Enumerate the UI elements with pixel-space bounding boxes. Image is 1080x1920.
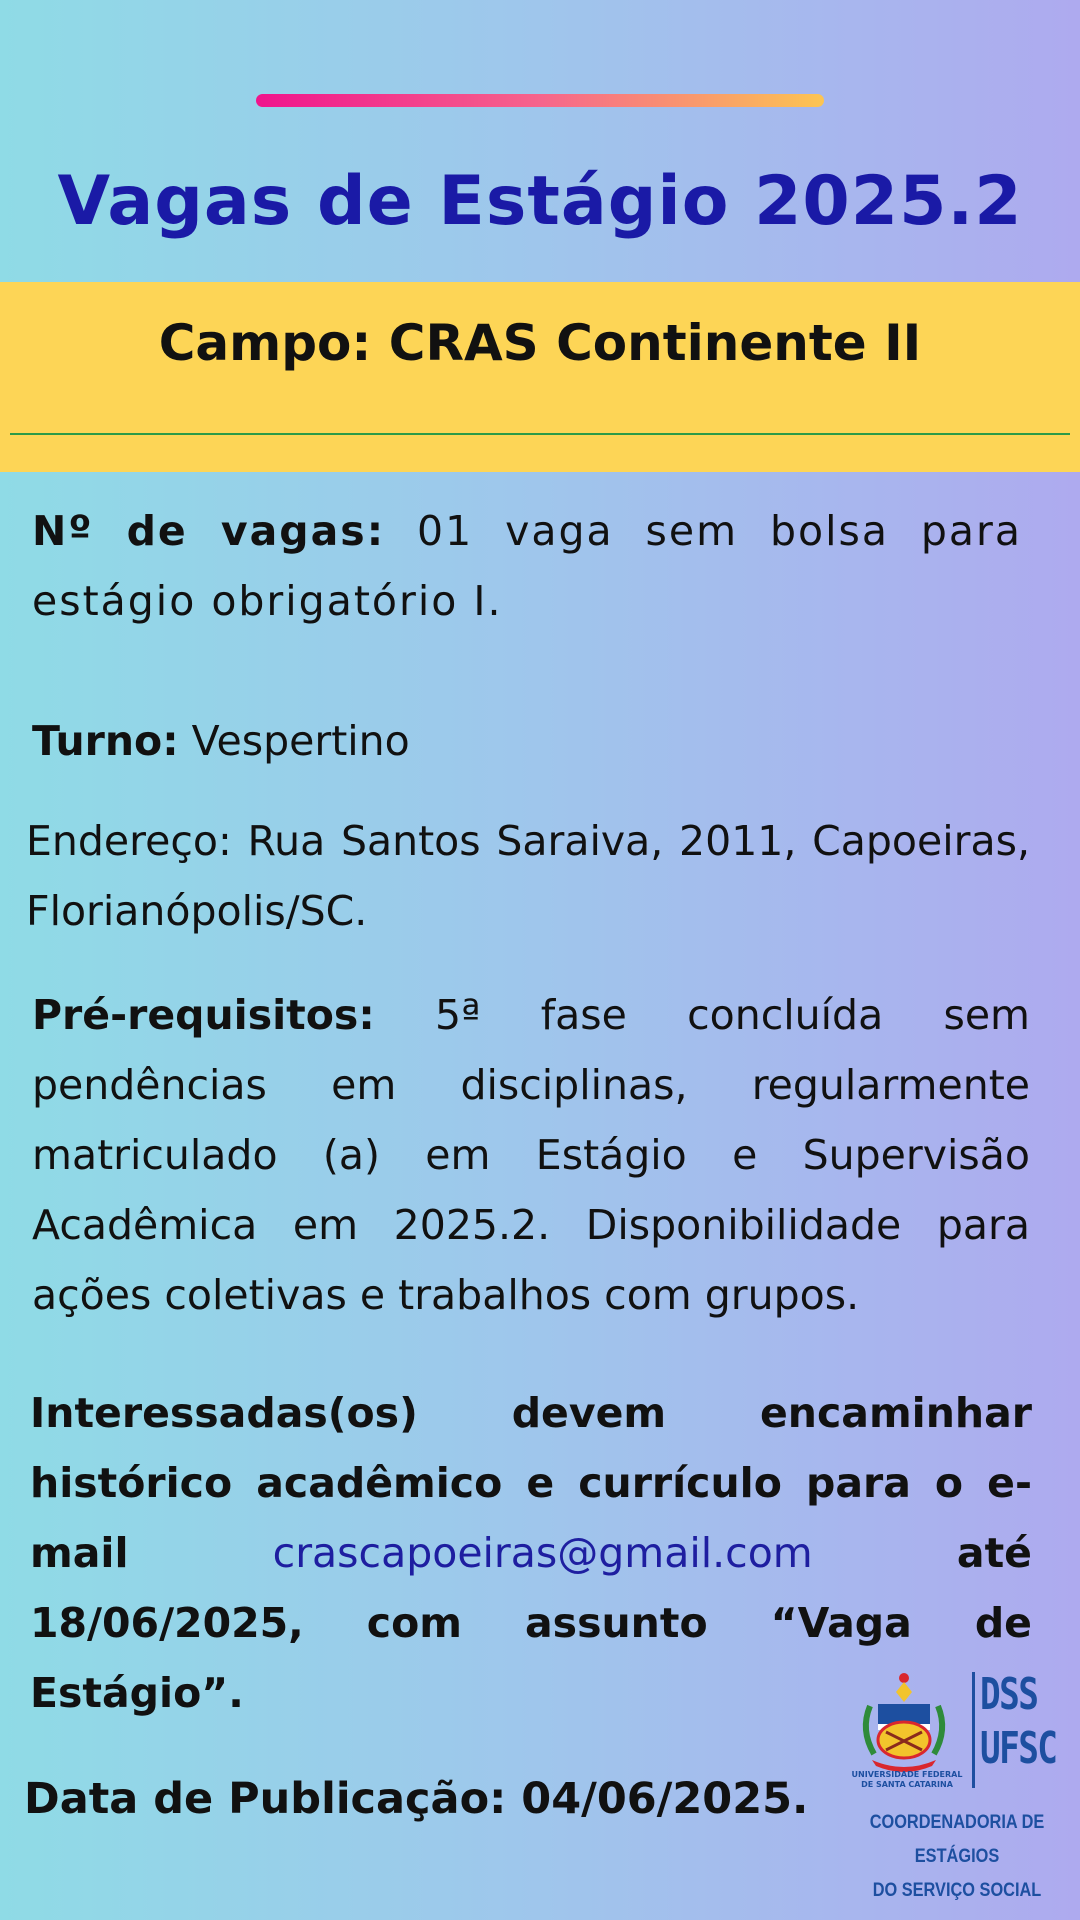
coordenadoria-name <box>862 1806 1053 1908</box>
contact-email-link[interactable]: crascapoeiras@gmail.com <box>272 1529 813 1577</box>
vagas-paragraph <box>32 496 1022 636</box>
ufsc-crest-icon <box>856 1670 952 1774</box>
coordenadoria-line-2: DO SERVIÇO SOCIAL <box>872 1880 1042 1901</box>
banner-divider <box>10 433 1070 435</box>
publication-date: Data de Publicação: 04/06/2025. <box>24 1774 809 1824</box>
vagas-text: 01 vaga sem bolsa para estágio obrigatório I. <box>32 507 1022 625</box>
instructions-text-after: até 18/06/2025, com assunto “Vaga de Estágio”. <box>30 1529 1032 1717</box>
page-title: Vagas de Estágio 2025.2 <box>57 162 1023 241</box>
dss-ufsc-logo <box>846 1669 1068 1901</box>
university-name: UNIVERSIDADE FEDERAL DE SANTA CATARINA <box>851 1770 963 1789</box>
turno-text: Vespertino <box>178 717 410 765</box>
prerequisitos-paragraph <box>32 980 1030 1330</box>
vagas-label: Nº de vagas: <box>32 507 386 555</box>
endereco-paragraph: Endereço: Rua Santos Saraiva, 2011, Capoeiras, Florianópolis/SC. <box>26 817 1030 935</box>
decorative-accent-bar <box>256 94 824 107</box>
instructions-text-before: Interessadas(os) devem encaminhar histórico acadêmico e currículo para o e-mail <box>30 1389 1032 1577</box>
turno-label: Turno: <box>32 717 179 765</box>
campo-title: Campo: CRAS Continente II <box>158 314 922 372</box>
prerequisitos-label: Pré-requisitos: <box>32 991 375 1039</box>
turno-paragraph <box>32 706 1022 776</box>
campo-banner <box>0 282 1080 472</box>
prerequisitos-text: 5ª fase concluída sem pendências em disciplinas, regularmente matriculado (a) em Estágio e Supervisão Acadêmica em 2025.2. Disponibilidade para ações coletivas e trabalhos com grupos. <box>32 991 1030 1319</box>
dss-ufsc-wordmark <box>980 1668 1056 1776</box>
coordenadoria-line-1: COORDENADORIA DE ESTÁGIOS <box>869 1812 1045 1867</box>
logo-divider <box>972 1672 975 1788</box>
ufsc-text: UFSC <box>980 1723 1057 1774</box>
dss-text: DSS <box>980 1669 1038 1720</box>
